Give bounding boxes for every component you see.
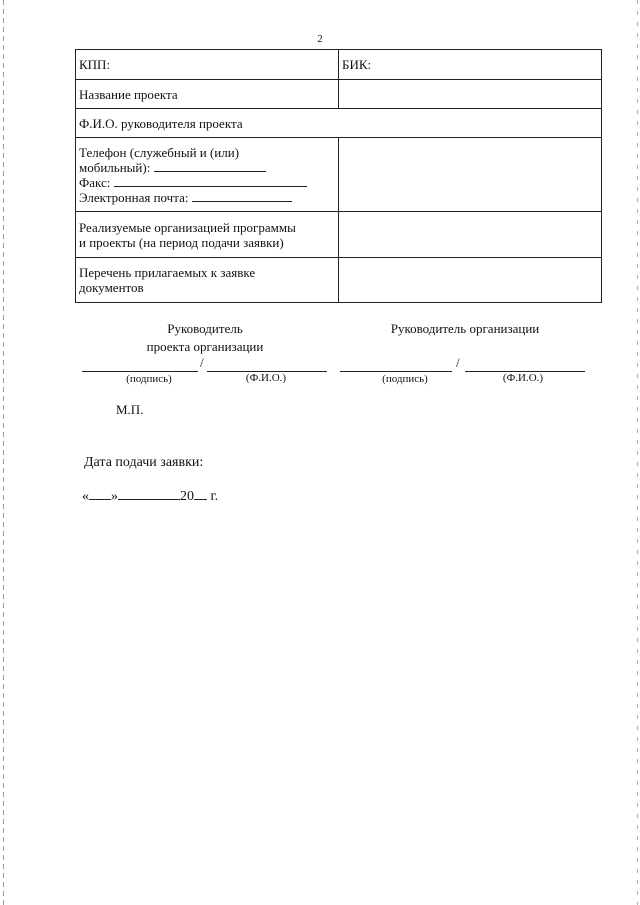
email-label: Электронная почта:: [79, 189, 189, 205]
contacts-value-cell[interactable]: [339, 138, 602, 212]
project-name-value-cell[interactable]: [339, 80, 602, 109]
org-head-signature-line[interactable]: [340, 371, 452, 372]
email-line: [79, 190, 335, 205]
project-head-fio-label: (Ф.И.О.): [245, 372, 287, 384]
fax-line: [79, 175, 335, 190]
programs-value-cell[interactable]: [339, 212, 602, 258]
documents-cell: [76, 258, 339, 303]
scan-edge-right: [637, 0, 638, 905]
bik-label: БИК:: [342, 57, 372, 72]
table-row-programs: [76, 212, 602, 258]
programs-label-line2: и проекты (на период подачи заявки): [79, 234, 284, 250]
project-head-slash: /: [200, 355, 204, 370]
project-head-title-line2: проекта организации: [146, 339, 264, 354]
documents-value-cell[interactable]: [339, 258, 602, 303]
phone-label-line2: мобильный):: [79, 159, 151, 175]
date-century: 20: [180, 489, 194, 504]
table-row-documents: [76, 258, 602, 303]
project-name-label: Название проекта: [79, 86, 178, 102]
org-head-slash: /: [456, 355, 460, 370]
project-head-signature-line[interactable]: [82, 371, 198, 372]
email-field[interactable]: [192, 190, 292, 202]
table-row-contacts: [76, 138, 602, 212]
documents-label-line2: документов: [79, 280, 144, 295]
table-row-kpp-bik: [76, 50, 602, 80]
project-head-label: Ф.И.О. руководителя проекта: [79, 115, 243, 131]
phone-line: [79, 160, 335, 175]
stamp-label: М.П.: [116, 402, 144, 417]
project-head-title-line1: Руководитель: [167, 321, 243, 336]
programs-cell: [76, 212, 339, 258]
contacts-cell: [76, 138, 339, 212]
application-form-table: [75, 49, 602, 303]
org-head-signature-label: (подпись): [382, 373, 428, 385]
kpp-cell: [76, 50, 339, 80]
date-year-suffix: г.: [210, 489, 219, 504]
kpp-label: КПП:: [79, 57, 111, 72]
date-day-field[interactable]: [89, 488, 111, 500]
table-row-project-name: [76, 80, 602, 109]
phone-label-line1: Телефон (служебный и (или): [79, 144, 240, 160]
date-close-quote: »: [111, 489, 118, 504]
project-head-title: [80, 320, 330, 356]
documents-label-line1: Перечень прилагаемых к заявке: [79, 265, 256, 280]
bik-cell: [339, 50, 602, 80]
org-head-title: Руководитель организации: [390, 321, 540, 336]
project-head-signature-label: (подпись): [126, 373, 172, 385]
programs-label-line1: Реализуемые организацией программы: [79, 219, 296, 235]
date-month-field[interactable]: [118, 488, 180, 500]
fax-label: Факс:: [79, 174, 111, 190]
fax-field[interactable]: [114, 175, 307, 187]
phone-field[interactable]: [154, 160, 266, 172]
org-head-fio-label: (Ф.И.О.): [502, 372, 544, 384]
submission-date-line: [82, 488, 218, 505]
submission-date-label: Дата подачи заявки:: [84, 455, 204, 470]
table-row-project-head: [76, 109, 602, 138]
page-number: 2: [317, 33, 323, 45]
date-open-quote: «: [82, 489, 89, 504]
project-name-cell: [76, 80, 339, 109]
project-head-cell[interactable]: [76, 109, 602, 138]
date-year-field[interactable]: [194, 488, 207, 500]
scan-edge-left: [3, 0, 4, 905]
